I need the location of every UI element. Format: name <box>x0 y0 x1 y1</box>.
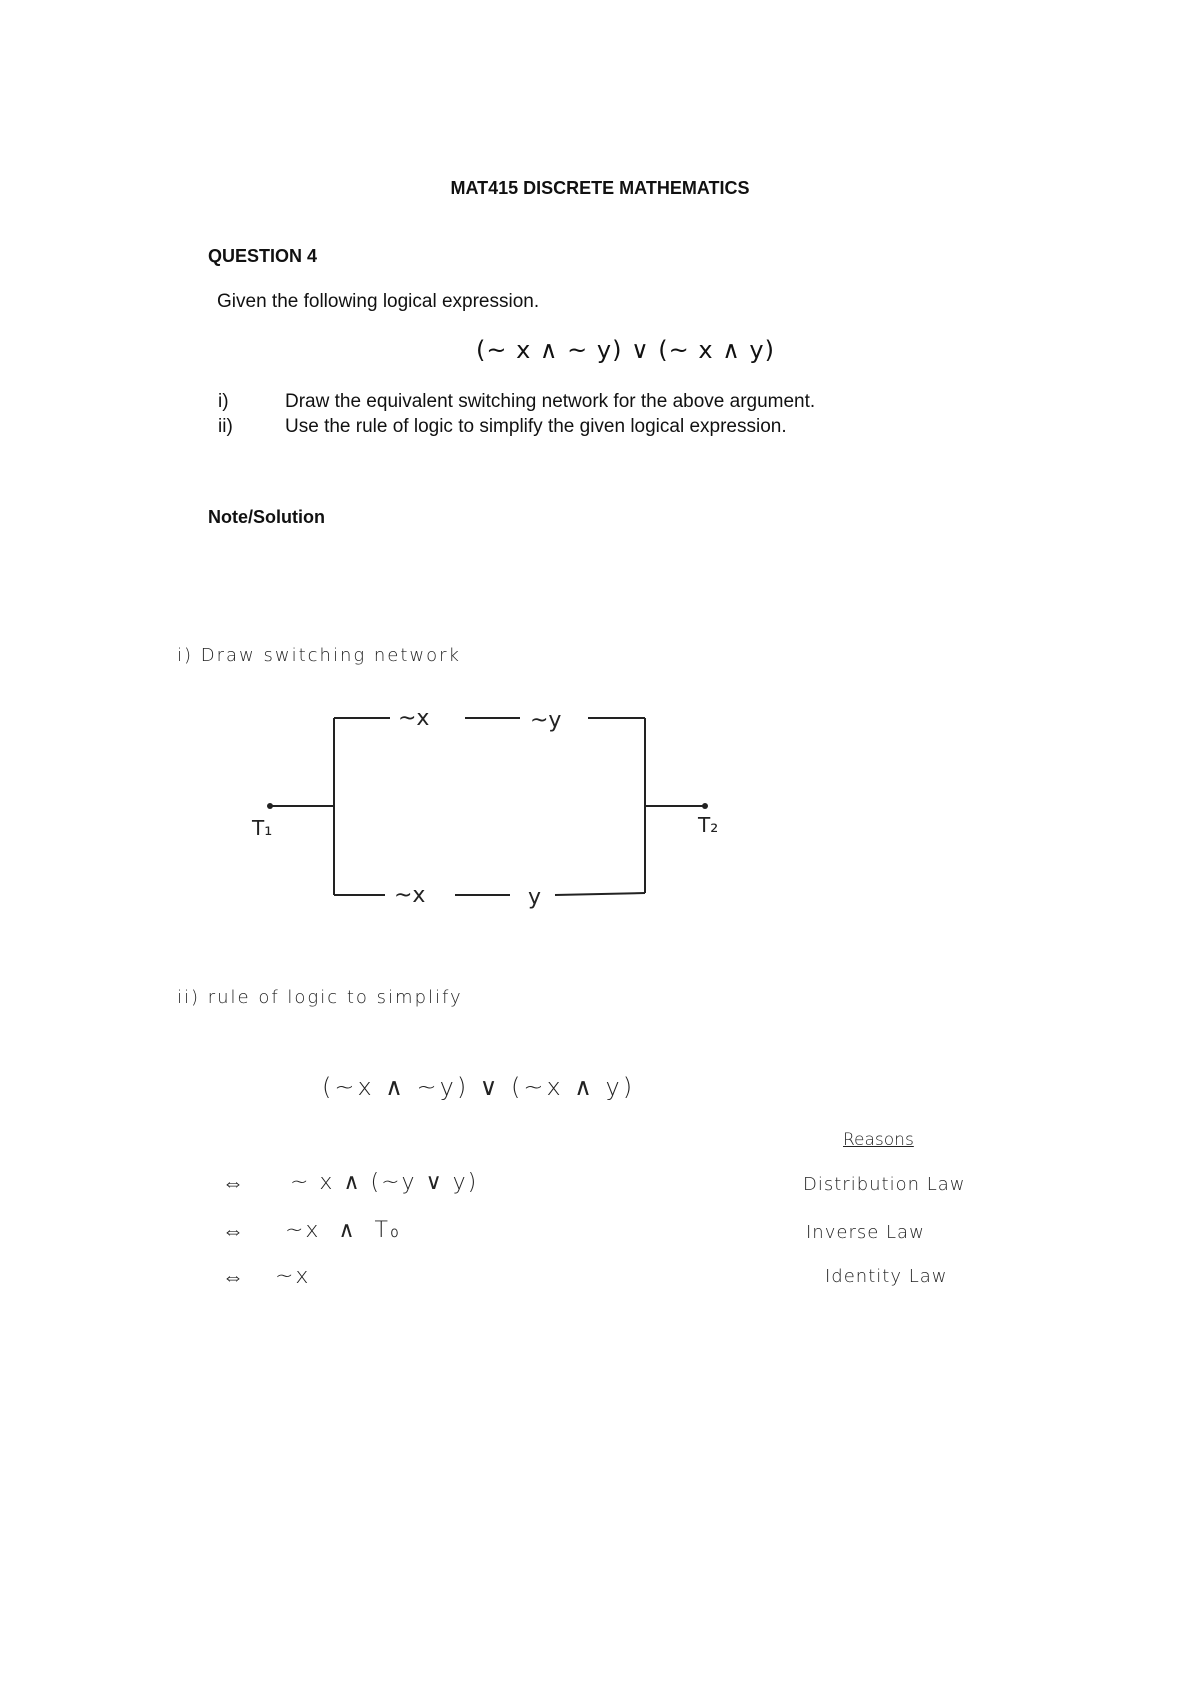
bottom-branch-wire <box>555 893 645 895</box>
step-expression: ~x <box>275 1264 311 1289</box>
switch-label: ~x <box>398 706 430 731</box>
part-ii-heading: ii) rule of logic to simplify <box>177 987 463 1008</box>
task-text: Use the rule of logic to simplify the given logical expression. <box>285 416 787 437</box>
task-number: ii) <box>218 416 233 437</box>
step-arrow: ⇔ <box>222 1265 246 1290</box>
left-terminal-dot <box>267 803 273 809</box>
switch-label: ~y <box>530 708 562 733</box>
step-reason: Identity Law <box>825 1266 948 1287</box>
switch-label: ~x <box>394 883 426 908</box>
task-text: Draw the equivalent switching network for the above argument. <box>285 391 816 412</box>
terminal-label: T₁ <box>252 816 273 840</box>
switch-label: y <box>528 885 542 910</box>
step-arrow: ⇔ <box>222 1171 246 1196</box>
question-label: QUESTION 4 <box>208 246 318 266</box>
step-arrow: ⇔ <box>222 1219 246 1244</box>
question-prompt: Given the following logical expression. <box>217 291 540 312</box>
reasons-title: Reasons <box>843 1130 914 1150</box>
step-expression: ~ x ∧ (~y ∨ y) <box>290 1170 479 1195</box>
handwritten-expression: (~x ∧ ~y) ∨ (~x ∧ y) <box>322 1073 636 1101</box>
document-title: MAT415 DISCRETE MATHEMATICS <box>450 178 750 198</box>
note-solution-label: Note/Solution <box>208 507 325 527</box>
right-terminal-dot <box>702 803 708 809</box>
terminal-label: T₂ <box>698 813 719 837</box>
task-number: i) <box>218 391 229 412</box>
step-expression: ~x ∧ T₀ <box>285 1218 401 1243</box>
part-i-heading: i) Draw switching network <box>177 645 461 666</box>
logical-expression: (~ x ∧ ~ y) ∨ (~ x ∧ y) <box>476 336 775 364</box>
step-reason: Inverse Law <box>806 1222 925 1243</box>
step-reason: Distribution Law <box>803 1174 966 1195</box>
